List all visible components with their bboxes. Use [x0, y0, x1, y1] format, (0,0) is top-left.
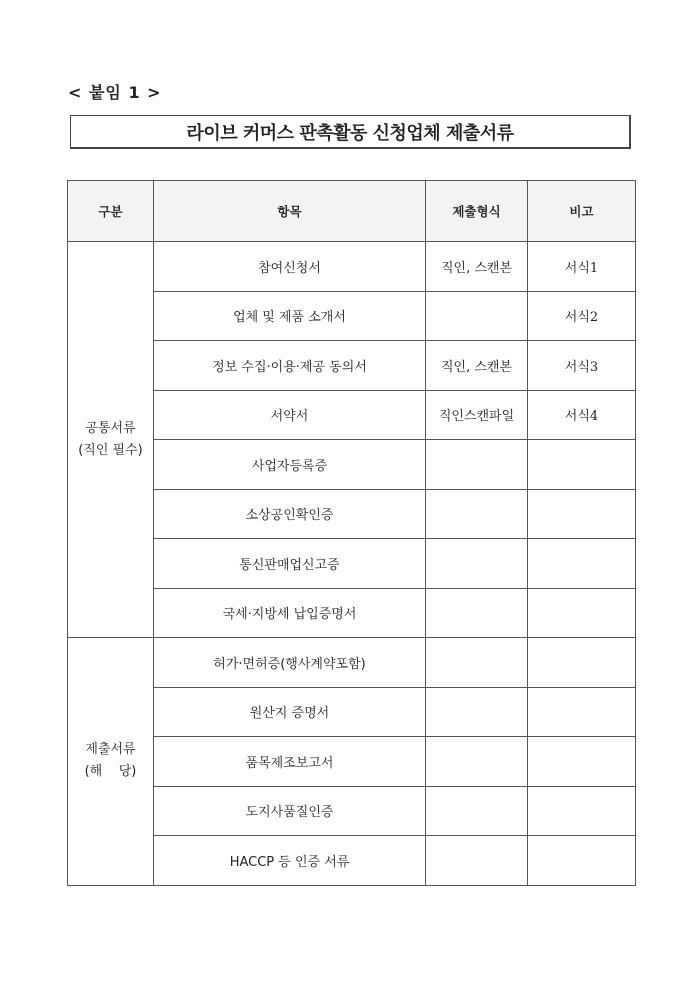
format-cell [426, 836, 528, 886]
table-row [68, 836, 636, 886]
table-row [68, 440, 636, 490]
item-cell: HACCP 등 인증 서류 [154, 836, 426, 886]
header-format: 제출형식 [426, 181, 528, 242]
note-cell [528, 539, 636, 589]
note-cell: 서식4 [528, 390, 636, 440]
group-label [68, 638, 154, 886]
note-cell: 서식1 [528, 242, 636, 292]
group-label-line1: 제출서류 [85, 742, 136, 758]
table-row [68, 341, 636, 391]
table-row [68, 390, 636, 440]
note-cell [528, 489, 636, 539]
group-label-line2: (해 당) [84, 764, 137, 780]
format-cell: 직인, 스캔본 [426, 341, 528, 391]
format-cell [426, 687, 528, 737]
header-note: 비고 [528, 181, 636, 242]
item-cell: 소상공인확인증 [154, 489, 426, 539]
document-title: 라이브 커머스 판촉활동 신청업체 제출서류 [70, 115, 631, 149]
note-cell [528, 836, 636, 886]
format-cell [426, 291, 528, 341]
table-row [68, 786, 636, 836]
note-cell [528, 440, 636, 490]
table-row [68, 291, 636, 341]
note-cell [528, 588, 636, 638]
item-cell: 국세·지방세 납입증명서 [154, 588, 426, 638]
table-row [68, 687, 636, 737]
item-cell: 도지사품질인증 [154, 786, 426, 836]
table-row [68, 737, 636, 787]
item-cell: 업체 및 제품 소개서 [154, 291, 426, 341]
format-cell [426, 638, 528, 688]
table-row [68, 539, 636, 589]
table-row [68, 638, 636, 688]
group-label-line1: 공통서류 [85, 420, 136, 436]
format-cell [426, 588, 528, 638]
item-cell: 통신판매업신고증 [154, 539, 426, 589]
format-cell [426, 489, 528, 539]
group-label-line2: (직인 필수) [78, 442, 143, 458]
item-cell: 원산지 증명서 [154, 687, 426, 737]
item-cell: 허가·면허증(행사계약포함) [154, 638, 426, 688]
format-cell: 직인스캔파일 [426, 390, 528, 440]
item-cell: 품목제조보고서 [154, 737, 426, 787]
note-cell [528, 687, 636, 737]
attachment-label: < 붙임 1 > [68, 83, 162, 102]
note-cell [528, 638, 636, 688]
note-cell [528, 737, 636, 787]
format-cell: 직인, 스캔본 [426, 242, 528, 292]
table-row [68, 242, 636, 292]
format-cell [426, 440, 528, 490]
table-header-row [68, 181, 636, 242]
item-cell: 사업자등록증 [154, 440, 426, 490]
item-cell: 서약서 [154, 390, 426, 440]
header-item: 항목 [154, 181, 426, 242]
header-category: 구분 [68, 181, 154, 242]
submission-documents-table [67, 180, 636, 886]
item-cell: 정보 수집·이용·제공 동의서 [154, 341, 426, 391]
item-cell: 참여신청서 [154, 242, 426, 292]
note-cell: 서식2 [528, 291, 636, 341]
format-cell [426, 737, 528, 787]
format-cell [426, 539, 528, 589]
note-cell [528, 786, 636, 836]
group-label [68, 242, 154, 638]
format-cell [426, 786, 528, 836]
table-row [68, 489, 636, 539]
note-cell: 서식3 [528, 341, 636, 391]
table-row [68, 588, 636, 638]
